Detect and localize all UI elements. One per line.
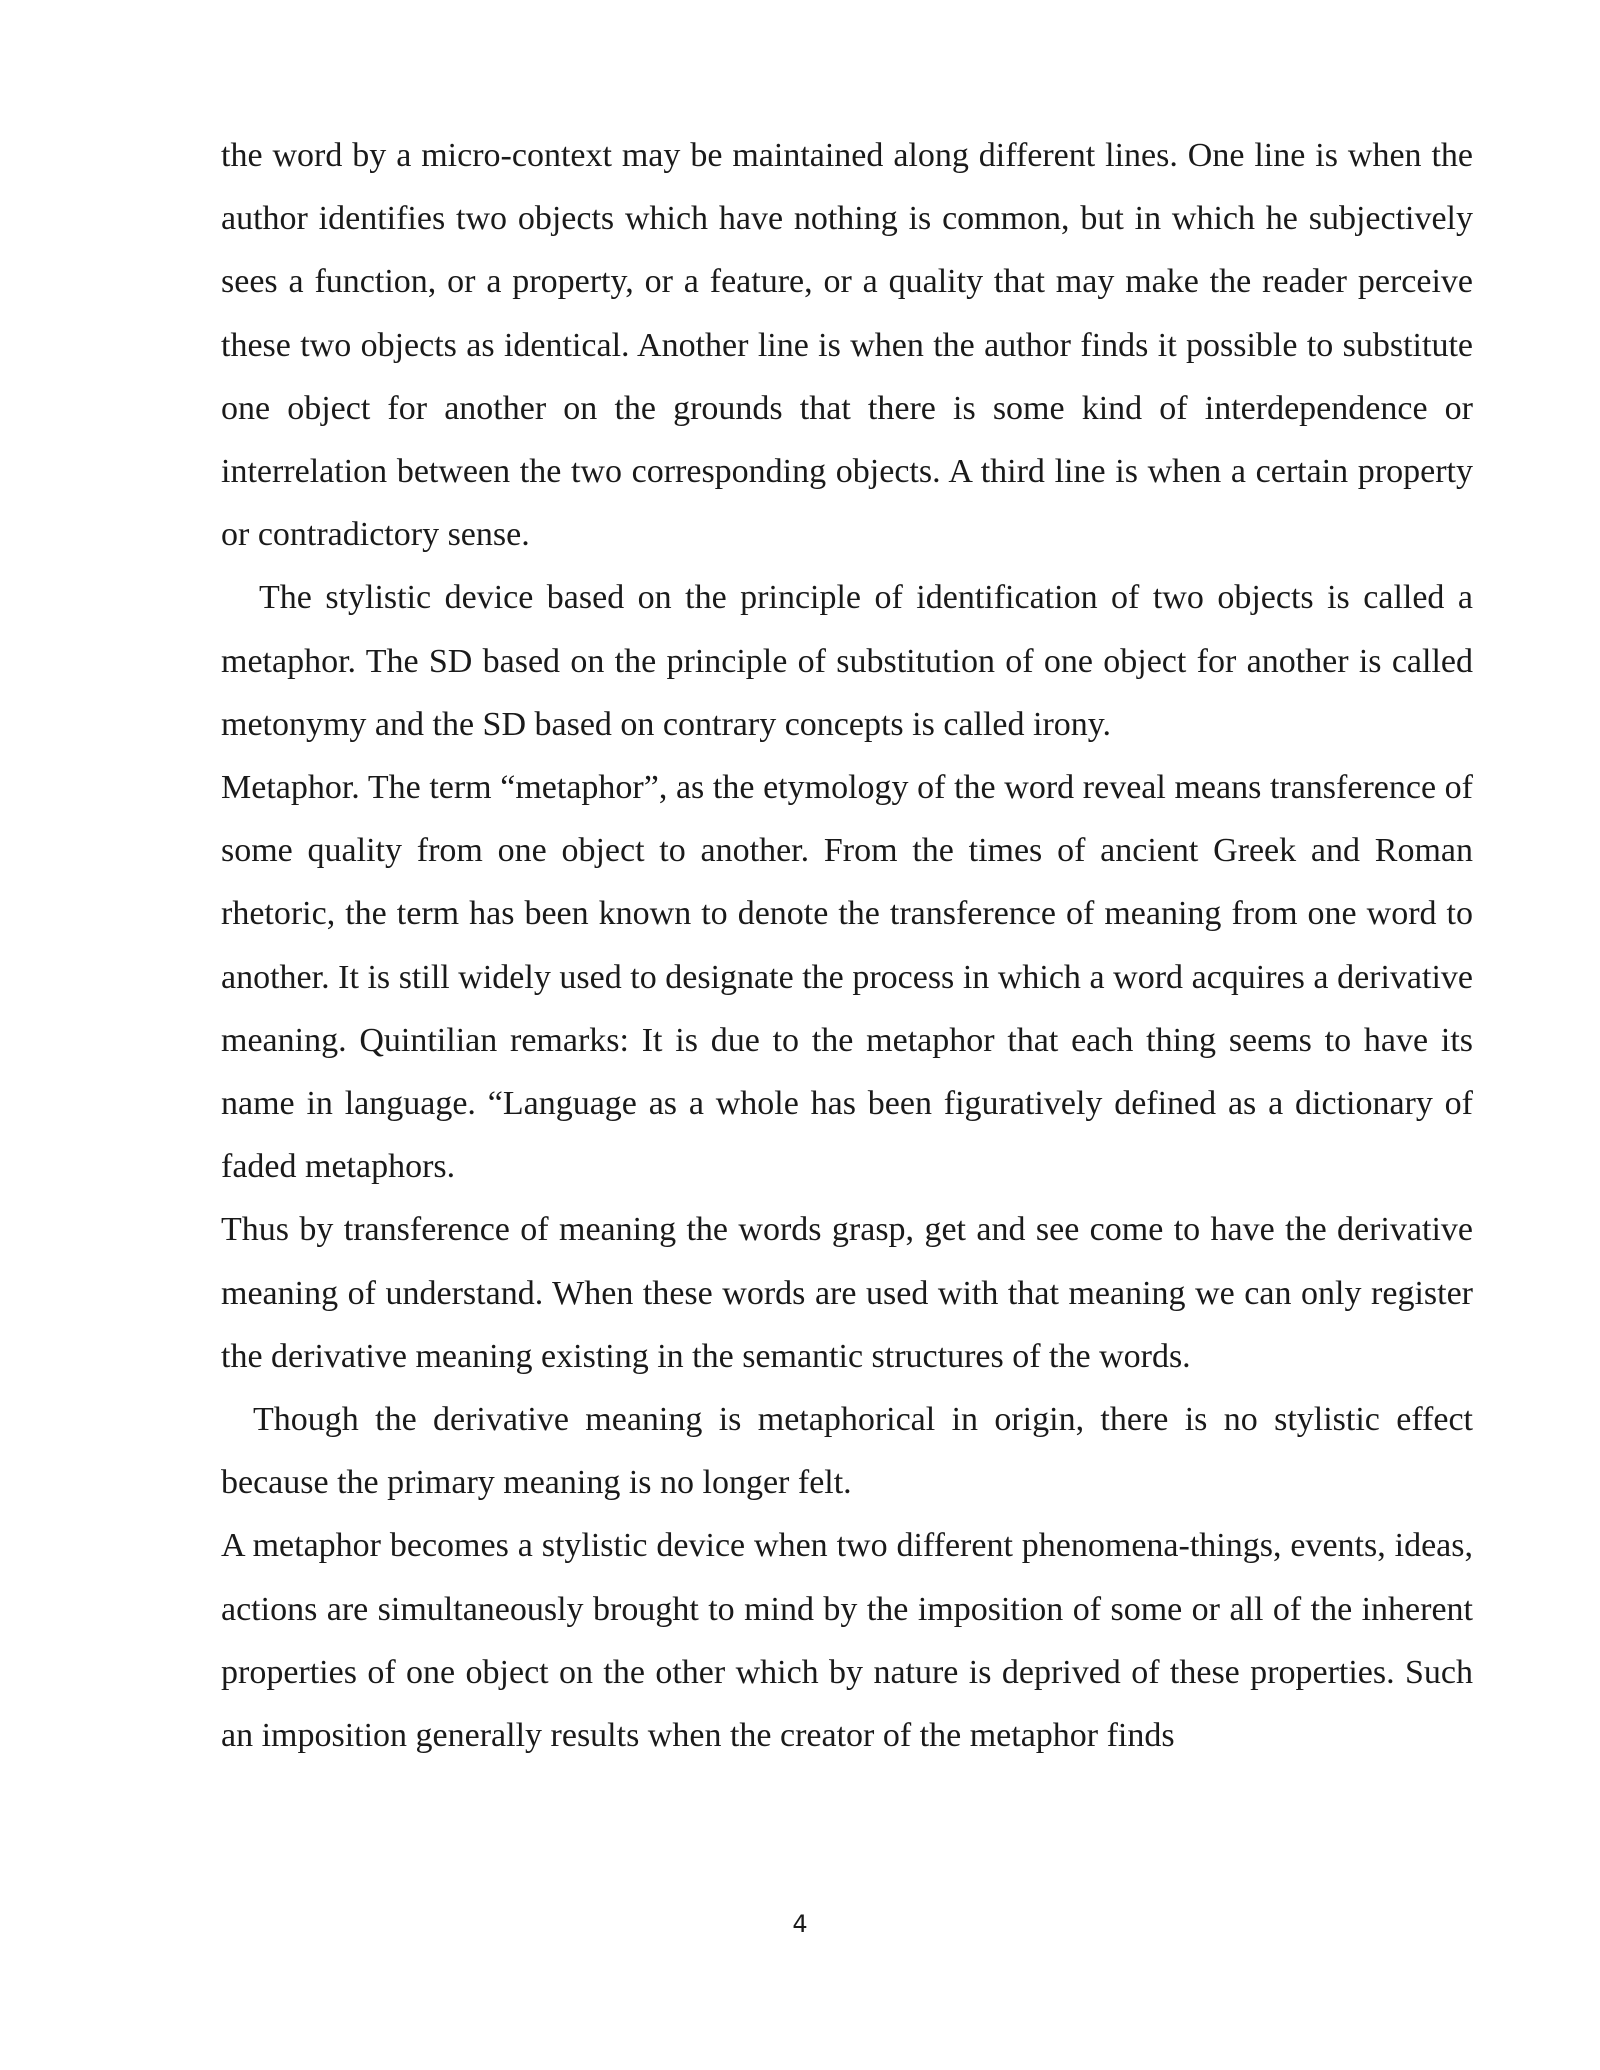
paragraph-transference: Thus by transference of meaning the words grasp, get and see come to have the derivative meaning of understand. When these words are used with that meaning we can only register the derivative meaning existing in the semantic structures of the words. — [221, 1211, 1473, 1375]
page-number: 4 — [792, 1910, 808, 1938]
paragraph-metaphor-definition: Metaphor. The term “metaphor”, as the etymology of the word reveal means transference of some quality from one object to another. From the times of ancient Greek and Roman rhetoric, the term has been known to denote the transference of meaning from one word to another. It is still widely used to designate the process in which a word acquires a derivative meaning. Quintilian remarks: It is due to the metaphor that each thing seems to have its name in language. “Language as a whole has been figuratively defined as a dictionary of faded metaphors. — [221, 769, 1473, 1186]
paragraph-metaphor-stylistic: A metaphor becomes a stylistic device when two different phenomena-things, events, ideas, actions are simultaneously brought to mind by the imposition of some or all of the inherent properties of one object on the other which by nature is deprived of these properties. Such an imposition generally results when the creator of the metaphor finds — [221, 1527, 1473, 1755]
paragraph-stylistic-device: The stylistic device based on the principle of identification of two objects is called a metaphor. The SD based on the principle of substitution of one object for another is called metonymy and the SD based on contrary concepts is called irony. — [221, 579, 1473, 743]
paragraph-derivative-meaning: Though the derivative meaning is metaphorical in origin, there is no stylistic effect because the primary meaning is no longer felt. — [221, 1401, 1473, 1502]
paragraph-continuation: the word by a micro-context may be maintained along different lines. One line is when the author identifies two objects which have nothing is common, but in which he subjectively sees a function, or a property, or a feature, or a quality that may make the reader perceive these two objects as identical. Another line is when the author finds it possible to substitute one object for another on the grounds that there is some kind of interdependence or interrelation between the two corresponding objects. A third line is when a certain property or contradictory sense. — [221, 137, 1473, 554]
body-text — [221, 124, 1473, 1767]
